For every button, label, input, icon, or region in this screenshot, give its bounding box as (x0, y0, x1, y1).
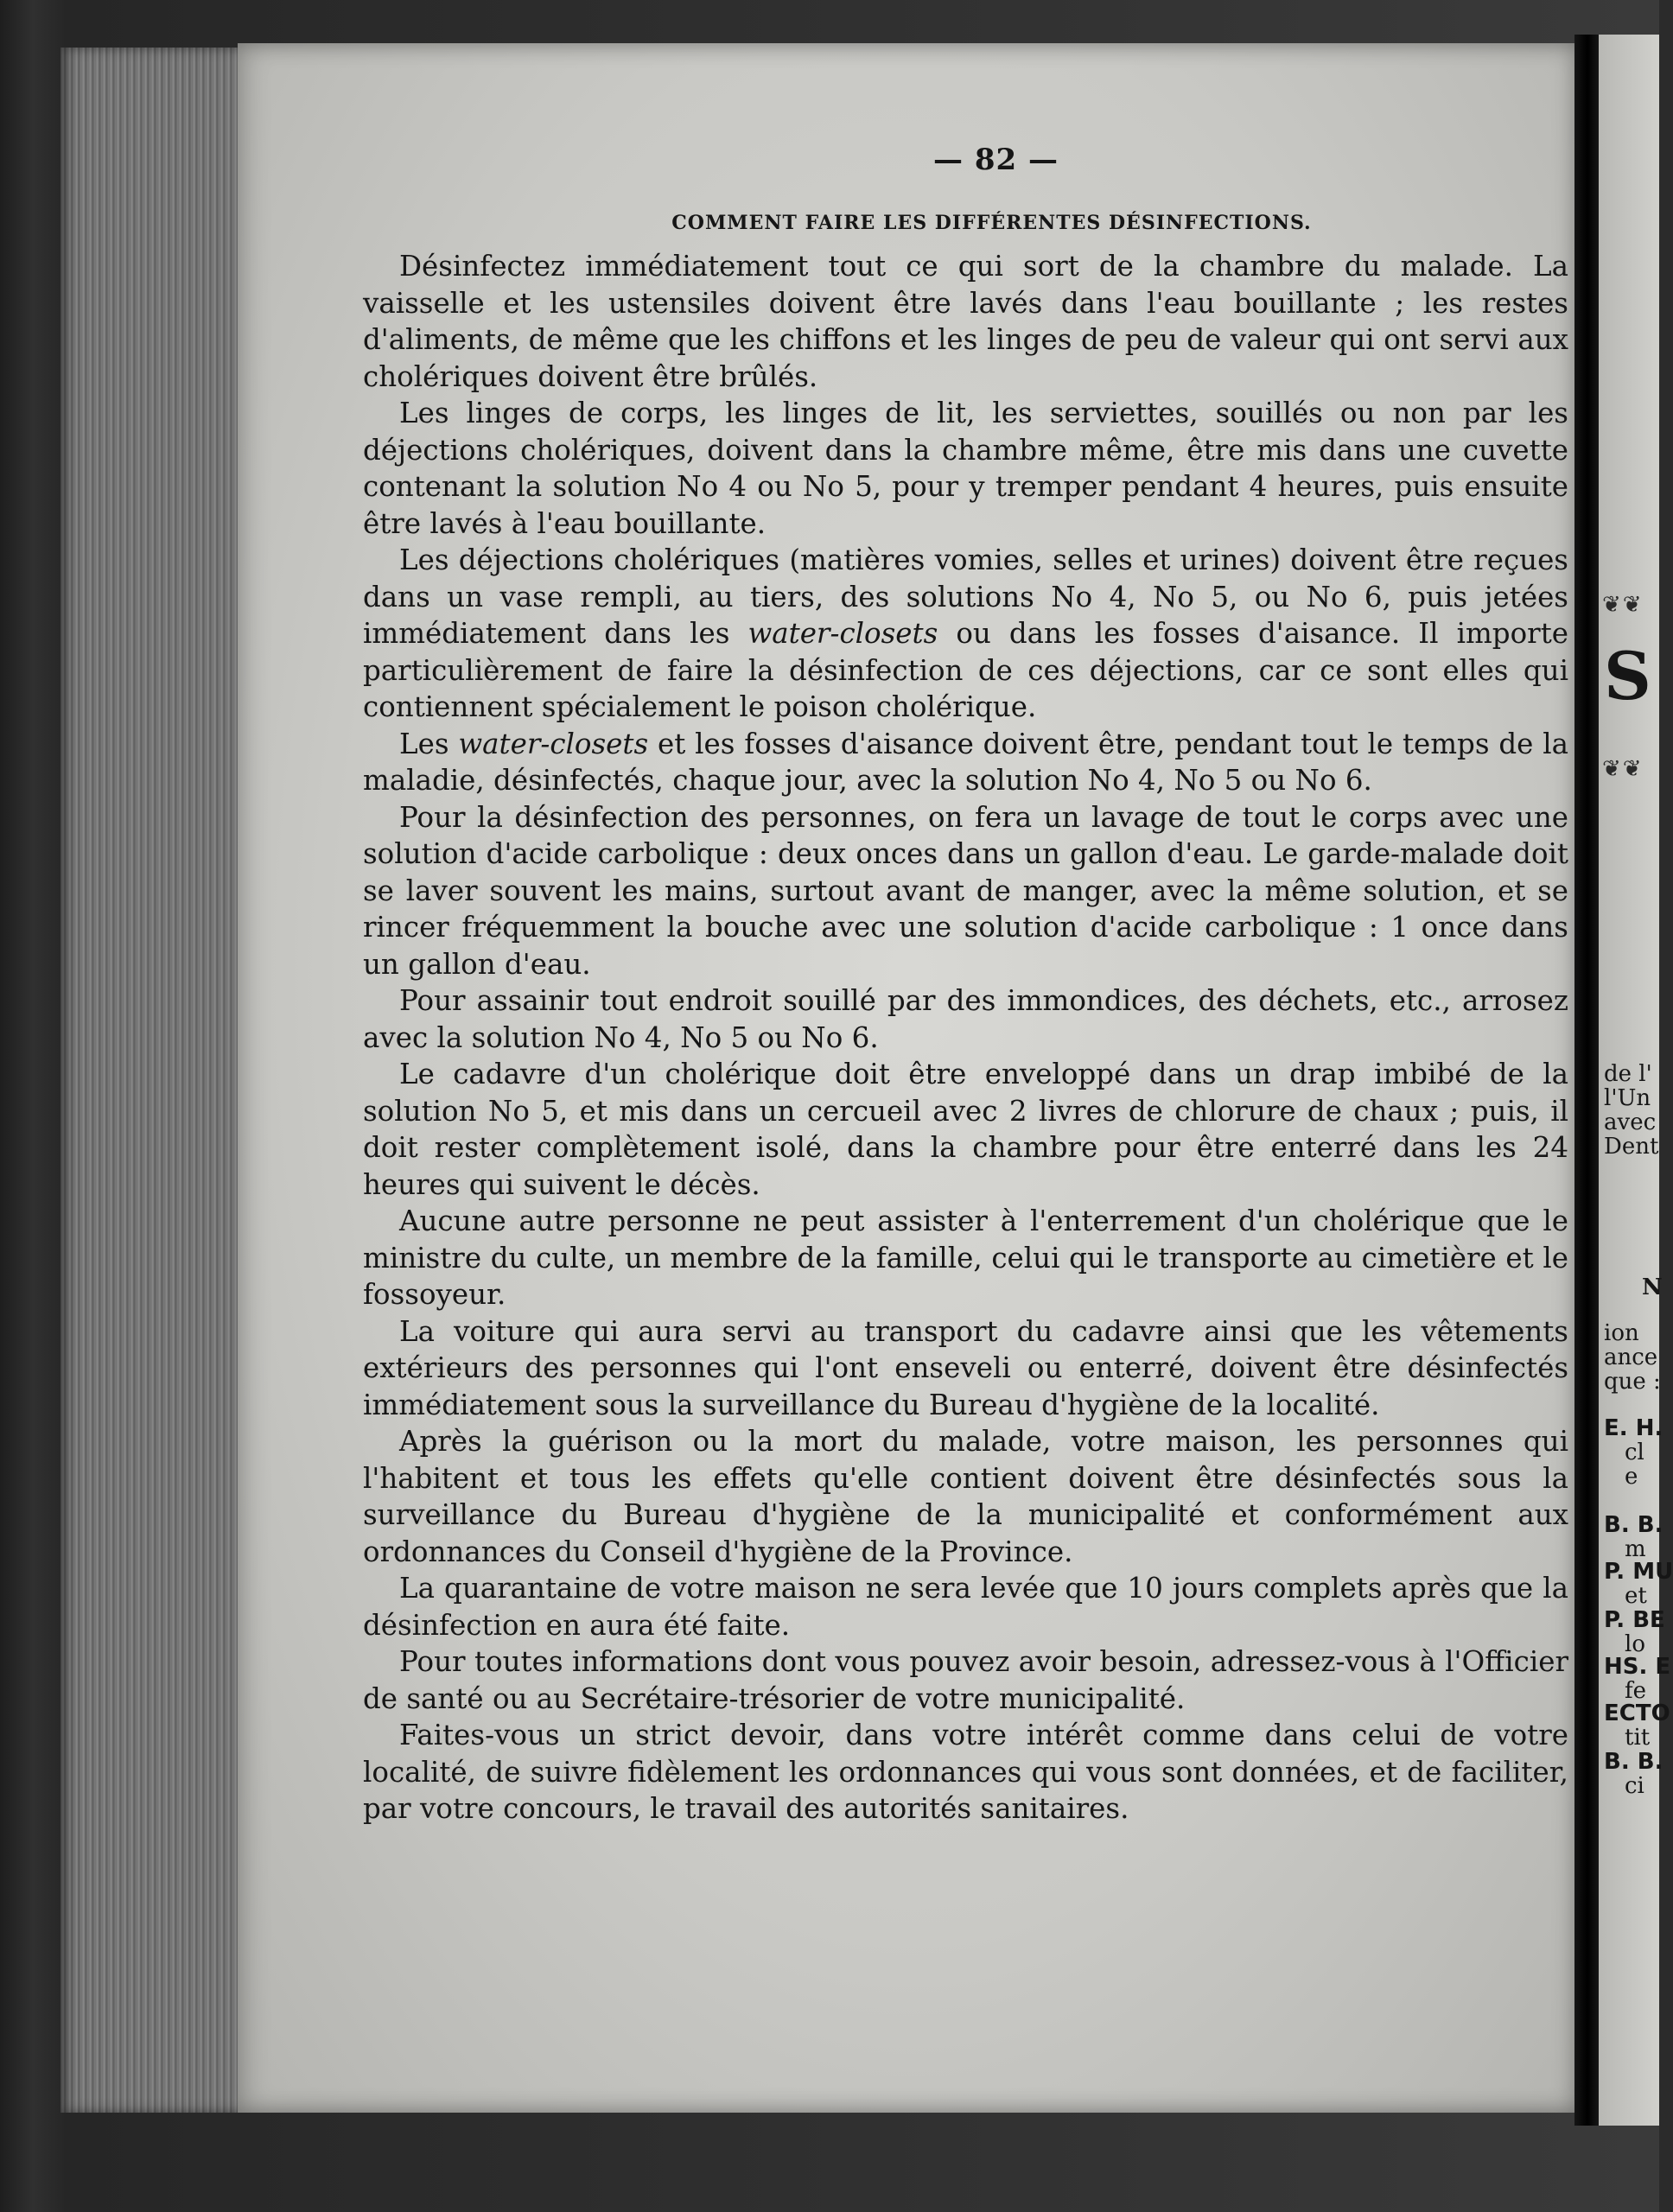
page-number: — 82 — (933, 143, 1059, 177)
italic-term: water-closets (747, 617, 938, 650)
adjacent-fragment: fe (1625, 1678, 1647, 1704)
adjacent-fragment: B. B. (1604, 1749, 1663, 1775)
italic-term: water-closets (458, 727, 649, 760)
ornament-icon: ❦❦ (1602, 756, 1644, 782)
adjacent-fragment: B. B. (1604, 1512, 1663, 1538)
adjacent-fragment: ion (1604, 1320, 1639, 1346)
adjacent-fragment: HS. E (1604, 1654, 1671, 1680)
paragraph-10: Après la guérison ou la mort du malade, votre maison, les personnes qui l'habitent et tous les effets qu'elle contient doivent être désinfectés sous la surveillance du Bureau d'hygiène de la municipalité et conformément aux ordonnances du Conseil d'hygiène de la Province. (363, 1425, 1568, 1568)
ornament-icon: ❦❦ (1602, 592, 1644, 618)
page-text (363, 143, 1568, 1827)
paragraph-8: Aucune autre personne ne peut assister à l'enterrement d'un cholérique que le ministre du culte, un membre de la famille, celui qui le transporte au cimetière et le fossoyeur. (363, 1205, 1568, 1311)
paragraph-4: Les water-closets et les fosses d'aisance doivent être, pendant tout le temps de la maladie, désinfectés, chaque jour, avec la solution No 4, No 5 ou No 6. (363, 727, 1568, 797)
adjacent-fragment: ECTO (1604, 1700, 1670, 1726)
adjacent-fragment: N (1642, 1274, 1663, 1300)
paragraph-1: Désinfectez immédiatement tout ce qui sort de la chambre du malade. La vaisselle et les ustensiles doivent être lavés dans l'eau bouillante ; les restes d'aliments, de même que les chiffons et les linges de peu de valeur qui ont servi aux cholériques doivent être brûlés. (363, 250, 1568, 393)
adjacent-fragment: ci (1625, 1773, 1644, 1799)
paragraph-11: La quarantaine de votre maison ne sera levée que 10 jours complets après que la désinfection en aura été faite. (363, 1572, 1568, 1642)
paragraph-7: Le cadavre d'un cholérique doit être enveloppé dans un drap imbibé de la solution No 5, et mis dans un cercueil avec 2 livres de chlorure de chaux ; puis, il doit rester complètement isolé, dans la chambre pour être enterré dans les 24 heures qui suivent le décès. (363, 1058, 1568, 1201)
adjacent-fragment: l'Un (1604, 1085, 1651, 1111)
adjacent-fragment: de l' (1604, 1061, 1652, 1087)
book-gutter (1574, 35, 1600, 2126)
paragraph-3: Les déjections cholériques (matières vomies, selles et urines) doivent être reçues dans un vase rempli, au tiers, des solutions No 4, No 5, ou No 6, puis jetées immédiatement dans les water-closets ou dans les fosses d'aisance. Il importe particulièrement de faire la désinfection de ces déjections, car ce sont elles qui contiennent spécialement le poison cholérique. (363, 543, 1569, 723)
adjacent-fragment: e (1625, 1464, 1638, 1490)
adjacent-fragment: Dent (1604, 1134, 1659, 1160)
paragraph-2: Les linges de corps, les linges de lit, les serviettes, souillés ou non par les déjections cholériques, doivent dans la chambre même, être mis dans une cuvette contenant la solution No 4 ou No 5, pour y tremper pendant 4 heures, puis ensuite être lavés à l'eau bouillante. (363, 397, 1568, 540)
paragraph-13: Faites-vous un strict devoir, dans votre intérêt comme dans celui de votre localité, de suivre fidèlement les ordonnances qui vous sont données, et de faciliter, par votre concours, le travail des autorités sanitaires. (363, 1719, 1568, 1825)
book-page-edges (60, 48, 244, 2113)
adjacent-fragment: P. BE (1604, 1607, 1665, 1633)
adjacent-fragment: P. MU (1604, 1559, 1673, 1585)
adjacent-page (1599, 35, 1673, 2126)
adjacent-fragment: ance (1604, 1344, 1658, 1370)
paragraph-6: Pour assainir tout endroit souillé par des immondices, des déchets, etc., arrosez avec la solution No 4, No 5 ou No 6. (363, 984, 1568, 1054)
adjacent-fragment: E. H. (1604, 1415, 1663, 1441)
paragraph-12: Pour toutes informations dont vous pouvez avoir besoin, adressez-vous à l'Officier de santé ou au Secrétaire-trésorier de votre municipalité. (363, 1645, 1568, 1715)
adjacent-fragment: lo (1625, 1631, 1645, 1657)
paragraph-5: Pour la désinfection des personnes, on fera un lavage de tout le corps avec une solution d'acide carbolique : deux onces dans un gallon d'eau. Le garde-malade doit se laver souvent les mains, surtout avant de manger, avec la même solution, et se rincer fréquemment la bouche avec une solution d'acide carbolique : 1 once dans un gallon d'eau. (363, 800, 1568, 981)
adjacent-fragment: que : (1604, 1369, 1661, 1395)
adjacent-fragment: cl (1625, 1440, 1644, 1465)
adjacent-fragment: m (1625, 1536, 1646, 1562)
adjacent-fragment: et (1625, 1583, 1647, 1609)
section-heading: COMMENT FAIRE LES DIFFÉRENTES DÉSINFECTIONS. (671, 212, 1312, 234)
adjacent-fragment: tit (1625, 1725, 1651, 1751)
adjacent-fragment: avec (1604, 1109, 1657, 1135)
paragraph-9: La voiture qui aura servi au transport du cadavre ainsi que les vêtements extérieurs des personnes qui l'ont enseveli ou enterré, doivent être désinfectés immédiatement sous la surveillance du Bureau d'hygiène de la localité. (363, 1314, 1568, 1421)
adjacent-fragment: S (1604, 638, 1651, 715)
